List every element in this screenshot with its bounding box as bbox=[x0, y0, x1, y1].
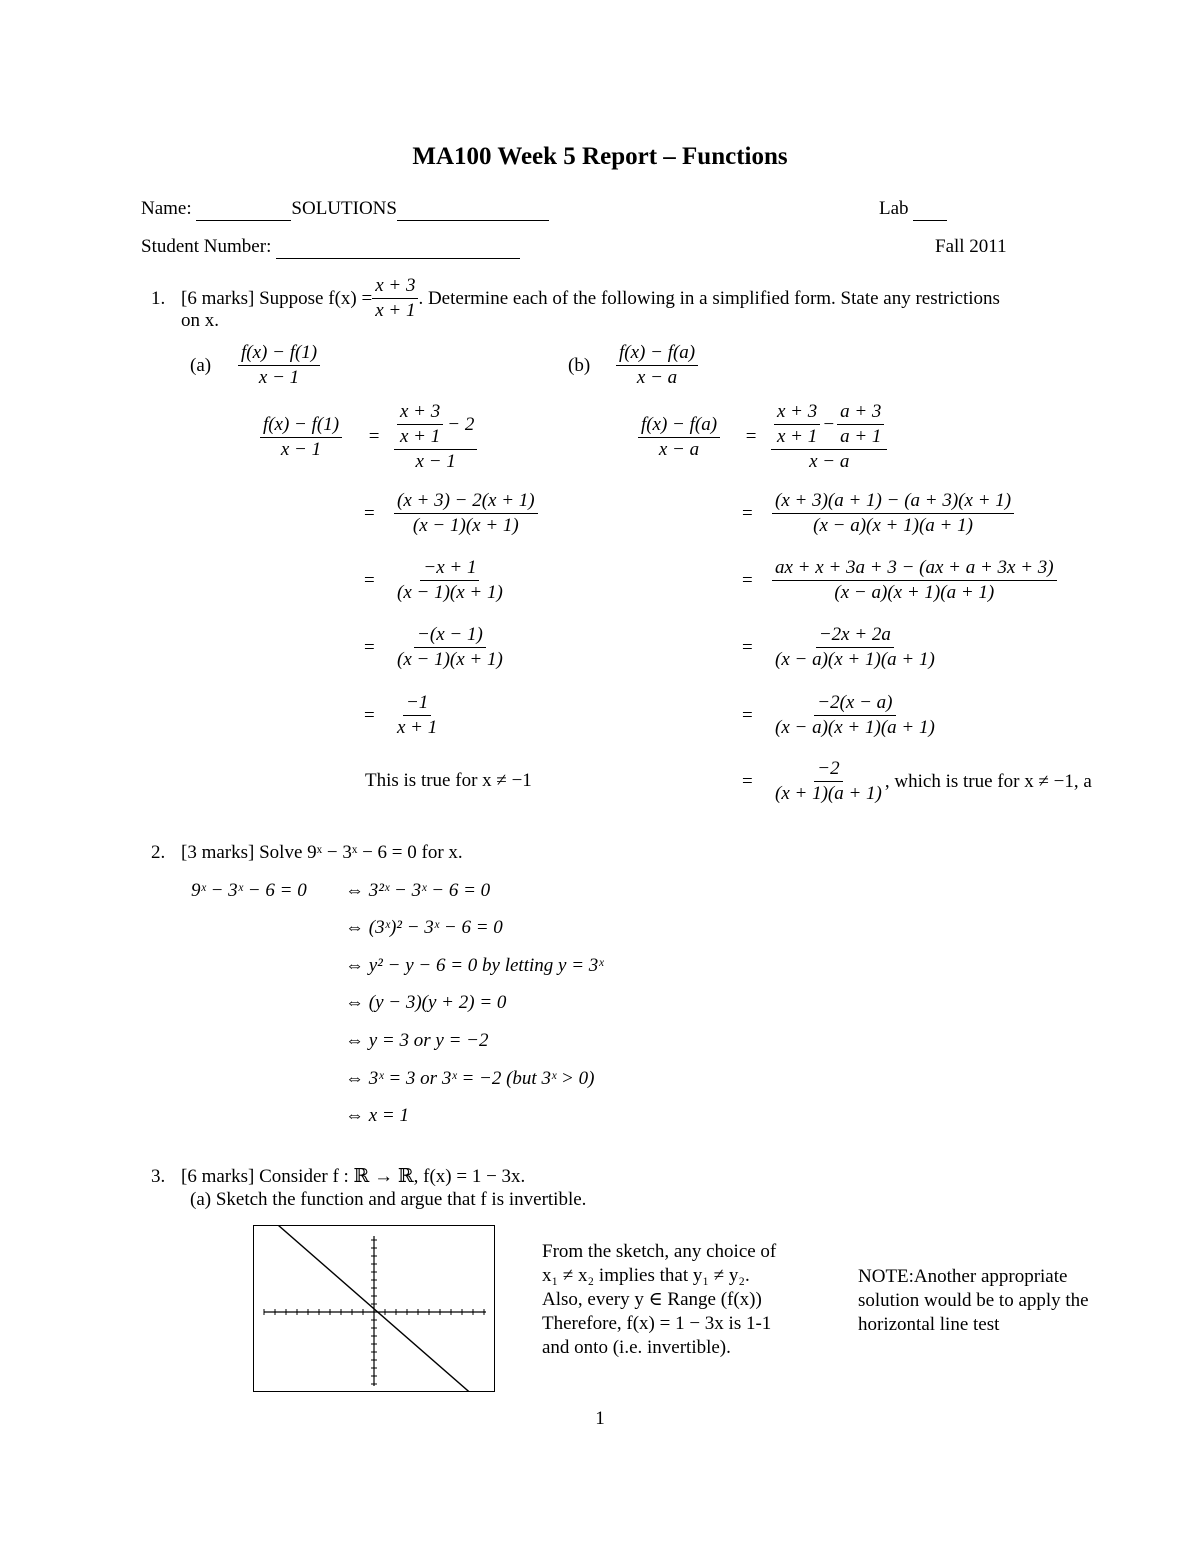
name-field bbox=[141, 198, 549, 221]
q1a-complex-minus: − 2 bbox=[447, 413, 475, 435]
q1b-step-4: = $\frac{-2(x - a)}{(x - a)(x + 1)(a + 1)}$ bbox=[742, 691, 938, 740]
q3-prompt-text: Consider f : ℝ → ℝ, f(x) = 1 − 3x. bbox=[259, 1166, 526, 1187]
q2-lhs: 9ˣ − 3ˣ − 6 = 0 bbox=[191, 880, 307, 901]
name-value: SOLUTIONS bbox=[291, 198, 397, 219]
function-sketch bbox=[253, 1225, 495, 1392]
q1a-step-1-num: (x + 3) − 2(x + 1) bbox=[394, 489, 538, 514]
q1b-step-4-den: (x − a)(x + 1)(a + 1) bbox=[775, 717, 935, 738]
page-title: MA100 Week 5 Report – Functions bbox=[412, 143, 788, 170]
q1a-step-2-den: (x − 1)(x + 1) bbox=[397, 582, 503, 603]
q1b-complex-d1: x + 1 bbox=[777, 426, 818, 447]
q1b-complex-right bbox=[837, 400, 884, 449]
q1a-head-den: x − 1 bbox=[258, 367, 300, 388]
q1a-complex-inner-num: x + 3 bbox=[397, 400, 443, 425]
q1b-complex-fraction: $\frac{x + 3}{x + 1}$ − $\frac{a + 3}{a + 1}$ x − a bbox=[771, 400, 887, 474]
q1-prompt-line2: on x. bbox=[181, 310, 219, 331]
q1a-lhs-fraction bbox=[238, 413, 364, 462]
q2-marks: [3 marks] bbox=[181, 842, 255, 863]
q1b-step-2: = $\frac{ax + x + 3a + 3 - (ax + a + 3x + 3)}{(x - a)(x + 1)(a + 1)}$ bbox=[742, 556, 1057, 605]
lab-field bbox=[879, 198, 947, 221]
q2-number: 2. bbox=[151, 842, 166, 863]
q1b-conclusion: , which is true for x ≠ −1, a bbox=[884, 770, 1092, 792]
q1b-step-5-den: (x + 1)(a + 1) bbox=[775, 783, 882, 804]
student-number-label: Student Number: bbox=[141, 236, 272, 257]
q2-step-4: ⇔ (y − 3)(y + 2) = 0 bbox=[345, 992, 507, 1013]
q3-note-line-3: horizontal line test bbox=[858, 1314, 1000, 1335]
q1b-step-2-den: (x − a)(x + 1)(a + 1) bbox=[834, 582, 995, 603]
q1a-complex-inner-den: x + 1 bbox=[400, 426, 441, 447]
q1b-lhs-num: f(x) − f(a) bbox=[638, 413, 720, 438]
q1b-lhs-den: x − a bbox=[658, 438, 700, 460]
q1b-step-3: = $\frac{-2x + 2a}{(x - a)(x + 1)(a + 1)}$ bbox=[742, 623, 938, 672]
q1-prompt-post: . Determine each of the following in a simplified form. State any restrictions bbox=[418, 287, 1000, 309]
q1b-step-1: = $\frac{(x + 3)(a + 1) - (a + 3)(x + 1)}{(x - a)(x + 1)(a + 1)}$ bbox=[742, 489, 1014, 538]
q1a-step-3-den: (x − 1)(x + 1) bbox=[397, 649, 503, 670]
q1a-label: (a) bbox=[190, 354, 212, 376]
q1-marks: [6 marks] bbox=[181, 287, 255, 309]
q2-step-3: ⇔ y² − y − 6 = 0 by letting y = 3ˣ bbox=[345, 955, 604, 976]
q1b-label: (b) bbox=[568, 354, 591, 376]
q2-step-1: ⇔ 3²ˣ − 3ˣ − 6 = 0 bbox=[345, 880, 491, 901]
q1a-complex-fraction bbox=[394, 400, 477, 474]
q1a-head-num: f(x) − f(1) bbox=[238, 341, 320, 366]
q3-note bbox=[858, 1265, 1089, 1337]
q1a-step-3-num: −(x − 1) bbox=[414, 623, 486, 648]
q1b-complex-n2: a + 3 bbox=[837, 400, 884, 425]
q2-prompt bbox=[151, 842, 463, 864]
q3-explanation-line-1: From the sketch, any choice of bbox=[542, 1241, 777, 1262]
q1b-head-num: f(x) − f(a) bbox=[616, 341, 698, 366]
q1a-complex-inner bbox=[397, 400, 443, 449]
q1b-step-1-den: (x − a)(x + 1)(a + 1) bbox=[813, 515, 973, 536]
q1b-step-5-num: −2 bbox=[814, 757, 842, 782]
q3-explanation-line-4: Therefore, f(x) = 1 − 3x is 1-1 bbox=[542, 1313, 772, 1334]
q3-explanation bbox=[542, 1240, 776, 1360]
q1a-step-4-den: x + 1 bbox=[397, 717, 438, 738]
q1b-step-3-num: −2x + 2a bbox=[816, 623, 894, 648]
q1-prompt-pre: Suppose f(x) = bbox=[259, 287, 373, 309]
q1a-heading bbox=[190, 341, 320, 390]
q1b-head-den: x − a bbox=[636, 367, 678, 388]
q1b-lhs-fraction bbox=[617, 413, 741, 462]
q1b-step-1-num: (x + 3)(a + 1) − (a + 3)(x + 1) bbox=[772, 489, 1014, 514]
q1a-step-4: = $\frac{-1}{x + 1}$ bbox=[364, 691, 440, 740]
q1b-complex-d2: a + 1 bbox=[840, 426, 882, 447]
q1b-head-fraction bbox=[616, 341, 698, 390]
q1b-heading bbox=[568, 341, 698, 390]
q1a-head-fraction bbox=[238, 341, 320, 390]
page-number: 1 bbox=[595, 1408, 605, 1429]
q1a-lhs-den: x − 1 bbox=[280, 438, 322, 460]
q3-explanation-line-3: Also, every y ∈ Range (f(x)) bbox=[542, 1289, 762, 1310]
name-label: Name: bbox=[141, 198, 192, 219]
q1b-step-2-num: ax + x + 3a + 3 − (ax + a + 3x + 3) bbox=[772, 556, 1057, 581]
q1b-step-3-den: (x − a)(x + 1)(a + 1) bbox=[775, 649, 935, 670]
q1-f-fraction bbox=[372, 274, 418, 323]
q1a-conclusion: This is true for x ≠ −1 bbox=[365, 770, 532, 791]
q2-step-2: ⇔ (3ˣ)² − 3ˣ − 6 = 0 bbox=[345, 917, 503, 938]
q1-prompt bbox=[151, 274, 1000, 323]
q1a-step-4-num: −1 bbox=[403, 691, 431, 716]
q1-f-num: x + 3 bbox=[372, 274, 418, 299]
q3-prompt bbox=[151, 1165, 525, 1188]
q1a-step-1-den: (x − 1)(x + 1) bbox=[412, 515, 519, 536]
q2-step-5: ⇔ y = 3 or y = −2 bbox=[345, 1030, 489, 1051]
q3-explanation-line-5: and onto (i.e. invertible). bbox=[542, 1337, 731, 1358]
q1b-step-5: = $\frac{-2}{(x + 1)(a + 1)}$ , which is true for x ≠ −1, a bbox=[742, 758, 1092, 804]
q3-marks: [6 marks] bbox=[181, 1165, 255, 1187]
q3-note-line-1: NOTE:Another appropriate bbox=[858, 1266, 1068, 1287]
q2-step-7: ⇔ x = 1 bbox=[345, 1105, 410, 1126]
q3-number: 3. bbox=[151, 1165, 166, 1187]
q1a-step-3: = $\frac{-(x - 1)}{(x - 1)(x + 1)}$ bbox=[364, 623, 506, 672]
q3-explanation-line-2: x₁ ≠ x₂ implies that y₁ ≠ y₂. bbox=[542, 1265, 750, 1286]
q2-prompt-text: Solve 9ˣ − 3ˣ − 6 = 0 for x. bbox=[259, 842, 463, 863]
q1a-step-2-num: −x + 1 bbox=[420, 556, 479, 581]
student-number-field bbox=[141, 236, 520, 259]
lab-label: Lab bbox=[879, 198, 909, 219]
term: Fall 2011 bbox=[935, 236, 1007, 257]
q1b-complex-den: x − a bbox=[809, 451, 850, 472]
q1a-step-1: = $\frac{(x + 3) - 2(x + 1)}{(x - 1)(x + 1)}$ bbox=[364, 489, 538, 538]
q1b-step-0: $\frac{f(x) - f(a)}{x - a}$ = $\frac{x + 3}{x + 1}$ − $\frac{a + 3}{a + 1}$ x − a bbox=[617, 400, 887, 474]
q1b-complex-left bbox=[774, 400, 820, 449]
q3-part-a: (a) Sketch the function and argue that f is invertible. bbox=[190, 1189, 587, 1210]
q1a-complex-den: x − 1 bbox=[415, 451, 456, 472]
q2-step-6: ⇔ 3ˣ = 3 or 3ˣ = −2 (but 3ˣ > 0) bbox=[345, 1068, 595, 1089]
q1b-step-4-num: −2(x − a) bbox=[814, 691, 895, 716]
q1a-lhs-num: f(x) − f(1) bbox=[260, 413, 342, 438]
q1-f-den: x + 1 bbox=[375, 300, 416, 321]
q1a-step-2: = $\frac{-x + 1}{(x - 1)(x + 1)}$ bbox=[364, 556, 506, 605]
q1a-step-0: $\frac{f(x) - f(1)}{x - 1}$ = $\frac{x + 3}{x + 1}$ − 2 x − 1 bbox=[238, 400, 477, 474]
q3-note-line-2: solution would be to apply the bbox=[858, 1290, 1089, 1311]
q1-number: 1. bbox=[151, 287, 166, 309]
q1b-complex-n1: x + 3 bbox=[774, 400, 820, 425]
function-sketch-svg bbox=[254, 1226, 494, 1391]
